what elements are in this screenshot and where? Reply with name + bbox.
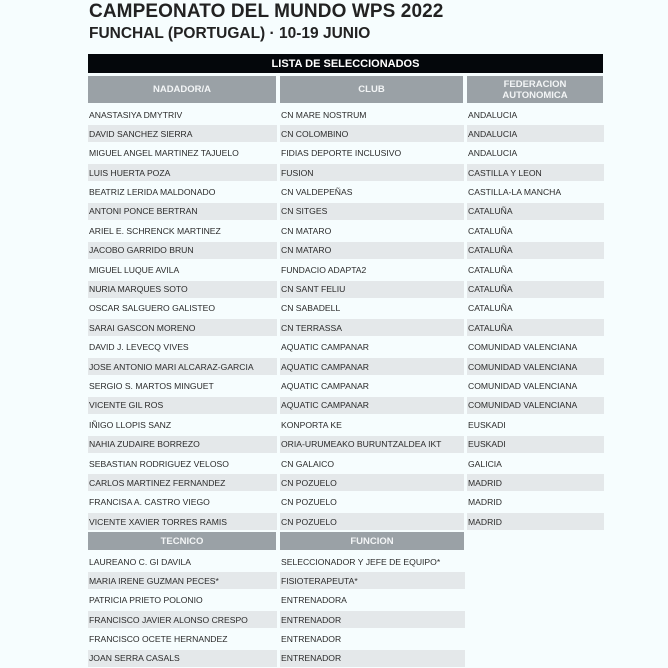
table-row [88,454,604,473]
club-name: CN SITGES [280,203,464,220]
table-row [88,202,604,221]
swimmer-name: DAVID SANCHEZ SIERRA [88,125,277,142]
club-name: ORIA-URUMEAKO BURUNTZALDEA IKT [280,436,464,453]
federation-name: CATALUÑA [468,225,513,236]
staff-table [88,552,465,668]
staff-row [88,571,465,590]
swimmer-name: JACOBO GARRIDO BRUN [88,242,277,259]
page-subtitle: FUNCHAL (PORTUGAL) · 10-19 JUNIO [89,25,371,42]
column-header-federation: FEDERACION AUTONOMICA [467,76,603,103]
club-name: KONPORTA KE [281,419,342,430]
club-name: CN COLOMBINO [280,125,464,142]
swimmer-name: MIGUEL LUQUE AVILA [89,264,180,275]
federation-name: CATALUÑA [467,203,604,220]
federation-name: COMUNIDAD VALENCIANA [468,342,578,353]
table-row [88,124,604,143]
table-row [88,144,604,163]
federation-name: CASTILLA Y LEON [467,164,604,181]
club-name: CN GALAICO [281,458,335,469]
swimmer-name: FRANCISA A. CASTRO VIEGO [89,497,210,508]
staff-row [88,552,465,571]
table-row [88,435,604,454]
federation-name: COMUNIDAD VALENCIANA [467,358,604,375]
federation-name: COMUNIDAD VALENCIANA [468,380,578,391]
table-row [88,241,604,260]
club-name: FUSION [280,164,464,181]
federation-name: CATALUÑA [468,264,513,275]
federation-name: CATALUÑA [467,281,604,298]
staff-row [88,610,465,629]
page-title: CAMPEONATO DEL MUNDO WPS 2022 [89,1,444,22]
federation-name: COMUNIDAD VALENCIANA [467,397,604,414]
club-name: AQUATIC CAMPANAR [280,397,464,414]
club-name: CN POZUELO [280,513,464,530]
swimmer-name: LUIS HUERTA POZA [88,164,277,181]
staff-role: ENTRENADOR [280,611,465,628]
club-name: CN SABADELL [281,303,341,314]
table-row [88,473,604,492]
club-name: CN TERRASSA [280,319,464,336]
swimmer-name: VICENTE XAVIER TORRES RAMIS [88,513,277,530]
federation-name: ANDALUCIA [468,109,518,120]
club-name: CN MARE NOSTRUM [281,109,367,120]
swimmer-name: IÑIGO LLOPIS SANZ [89,419,172,430]
table-row [88,376,604,395]
column-header-funcion: FUNCION [280,532,464,550]
column-header-tecnico: TECNICO [88,532,276,550]
table-row [88,163,604,182]
table-row [88,493,604,512]
staff-role: ENTRENADOR [281,634,342,645]
staff-name: FRANCISCO OCETE HERNANDEZ [89,634,228,645]
table-row [88,357,604,376]
federation-name: CATALUÑA [467,319,604,336]
club-name: CN SANT FELIU [280,281,464,298]
swimmer-name: CARLOS MARTINEZ FERNANDEZ [88,474,277,491]
federation-name: CATALUÑA [467,242,604,259]
federation-name: CASTILLA-LA MANCHA [468,187,562,198]
swimmer-name: ARIEL E. SCHRENCK MARTINEZ [89,225,221,236]
club-name: AQUATIC CAMPANAR [281,380,370,391]
swimmer-name: ANTONI PONCE BERTRAN [88,203,277,220]
table-row [88,318,604,337]
table-row [88,183,604,202]
swimmer-name: NURIA MARQUES SOTO [88,281,277,298]
club-name: CN MATARO [281,225,332,236]
swimmer-name: BEATRIZ LERIDA MALDONADO [89,187,216,198]
club-name: AQUATIC CAMPANAR [281,342,370,353]
federation-name: ANDALUCIA [468,148,518,159]
swimmer-name: NAHIA ZUDAIRE BORREZO [88,436,277,453]
swimmer-name: SERGIO S. MARTOS MINGUET [89,380,214,391]
club-name: AQUATIC CAMPANAR [280,358,464,375]
column-header-club: CLUB [280,76,463,103]
staff-name: LAUREANO C. GI DAVILA [89,556,192,567]
federation-name: EUSKADI [468,419,506,430]
swimmer-name: MIGUEL ANGEL MARTINEZ TAJUELO [89,148,239,159]
staff-row [88,649,465,668]
swimmers-table [88,105,604,532]
table-row [88,415,604,434]
swimmer-name: SEBASTIAN RODRIGUEZ VELOSO [89,458,229,469]
swimmer-name: ANASTASIYA DMYTRIV [89,109,183,120]
staff-role: ENTRENADORA [281,595,347,606]
table-row [88,105,604,124]
table-row [88,512,604,531]
table-row [88,260,604,279]
swimmer-name: JOSE ANTONIO MARI ALCARAZ-GARCIA [88,358,277,375]
club-name: CN POZUELO [280,474,464,491]
staff-name: FRANCISCO JAVIER ALONSO CRESPO [88,611,277,628]
staff-name: PATRICIA PRIETO POLONIO [89,595,203,606]
federation-name: MADRID [467,513,604,530]
staff-name: JOAN SERRA CASALS [88,650,277,667]
club-name: CN POZUELO [281,497,337,508]
table-row [88,299,604,318]
swimmer-name: OSCAR SALGUERO GALISTEO [89,303,216,314]
column-header-swimmer: NADADOR/A [88,76,276,103]
federation-name: MADRID [467,474,604,491]
table-row [88,221,604,240]
swimmer-name: VICENTE GIL ROS [88,397,277,414]
staff-role: SELECCIONADOR Y JEFE DE EQUIPO* [281,556,441,567]
table-row [88,338,604,357]
federation-name: CATALUÑA [468,303,513,314]
staff-row [88,630,465,649]
table-row [88,396,604,415]
federation-name: GALICIA [468,458,502,469]
swimmer-name: SARAI GASCON MORENO [88,319,277,336]
club-name: FUNDACIO ADAPTA2 [281,264,367,275]
table-row [88,280,604,299]
federation-name: MADRID [468,497,502,508]
list-banner: LISTA DE SELECCIONADOS [88,54,603,73]
federation-name: ANDALUCIA [467,125,604,142]
federation-name: EUSKADI [467,436,604,453]
club-name: FIDIAS DEPORTE INCLUSIVO [281,148,402,159]
staff-name: MARIA IRENE GUZMAN PECES* [88,572,277,589]
club-name: CN VALDEPEÑAS [281,187,353,198]
club-name: CN MATARO [280,242,464,259]
staff-role: FISIOTERAPEUTA* [280,572,465,589]
staff-row [88,591,465,610]
swimmer-name: DAVID J. LEVECQ VIVES [89,342,189,353]
staff-role: ENTRENADOR [280,650,465,667]
